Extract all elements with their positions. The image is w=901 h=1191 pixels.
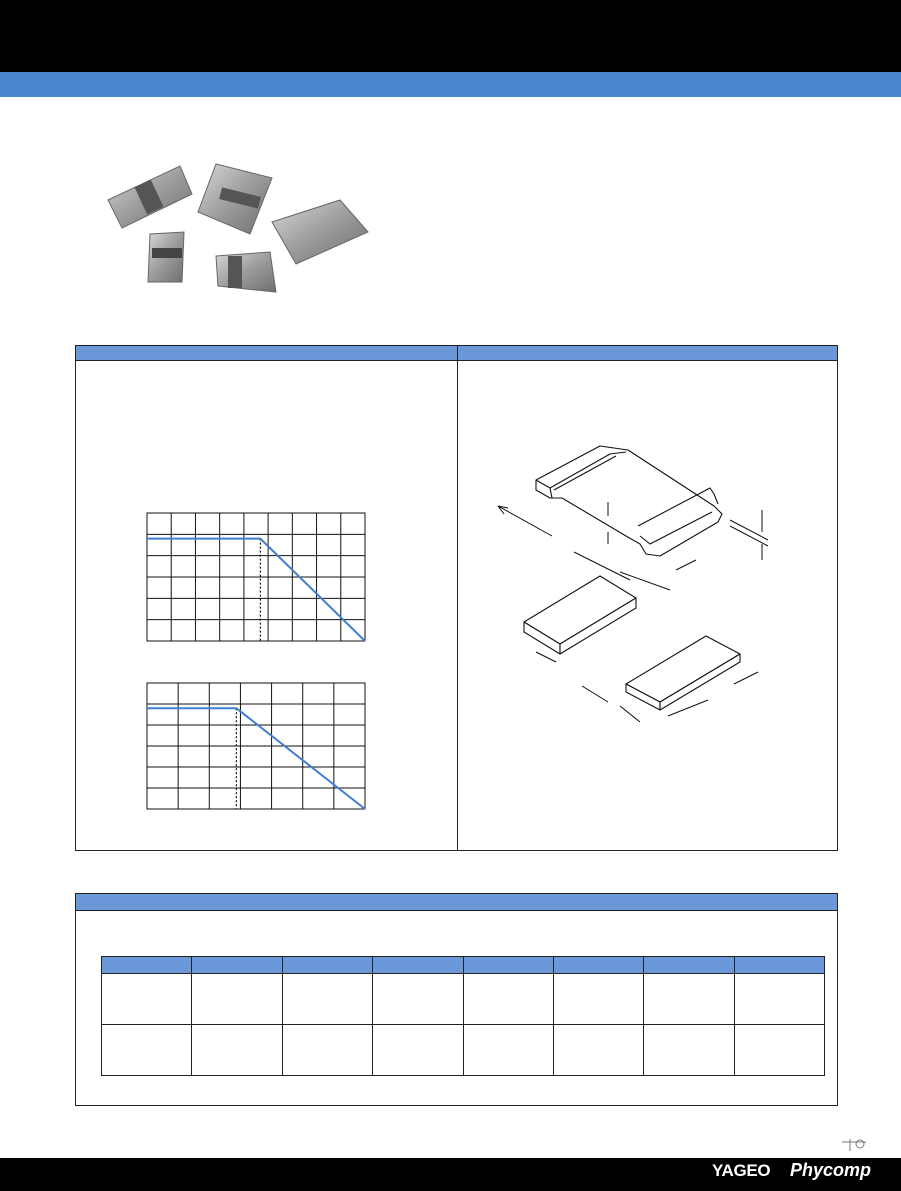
table-row: [102, 974, 825, 1025]
table-cell: [282, 974, 372, 1025]
table-header-cell: [734, 957, 824, 974]
compliance-mark-icon: [840, 1138, 868, 1152]
table-cell: [102, 974, 192, 1025]
resistor-chip-5: [216, 252, 276, 292]
table-header-cell: [102, 957, 192, 974]
dim-line-b: [676, 560, 696, 570]
dim-line-length: [498, 506, 552, 536]
table-cell: [463, 974, 553, 1025]
table-cell: [192, 974, 282, 1025]
dim-arrow-length: [498, 506, 508, 514]
table-cell: [282, 1025, 372, 1076]
derating-chart-2: [146, 682, 366, 810]
phycomp-logo: Phycomp: [790, 1160, 872, 1180]
table-cell: [553, 1025, 643, 1076]
dim-line-pad-right: [668, 700, 708, 716]
dim-line-pad-gap-1: [582, 686, 608, 702]
table-cell: [192, 1025, 282, 1076]
specification-table: [101, 956, 825, 1076]
table-cell: [734, 1025, 824, 1076]
top-header-bar: [0, 0, 901, 72]
table-cell: [373, 1025, 463, 1076]
table-header-row: [102, 957, 825, 974]
table-cell: [463, 1025, 553, 1076]
dim-line-pad-right-2: [734, 672, 758, 684]
resistor-photo: [100, 152, 380, 302]
panel-header-right: [458, 346, 837, 361]
table-header-cell: [644, 957, 734, 974]
panel-divider: [457, 346, 458, 850]
dim-line-pad-gap-2: [620, 706, 640, 722]
dimension-drawing: [490, 440, 790, 730]
dim-line-pad-left: [536, 652, 556, 662]
dim-line-width: [574, 552, 630, 580]
table-panel-header: [76, 894, 837, 911]
table-cell: [102, 1025, 192, 1076]
resistor-chip-4: [148, 232, 184, 282]
table-cell: [373, 974, 463, 1025]
table-header-cell: [282, 957, 372, 974]
table-header-cell: [463, 957, 553, 974]
resistor-chip-1: [108, 166, 192, 228]
derating-chart-1: [146, 512, 366, 642]
table-cell: [734, 974, 824, 1025]
table-header-cell: [373, 957, 463, 974]
table-cell: [644, 974, 734, 1025]
yageo-logo: YAGEO: [712, 1161, 771, 1180]
dim-line-a: [620, 572, 670, 590]
table-header-cell: [192, 957, 282, 974]
table-cell: [553, 974, 643, 1025]
resistor-chip-2: [198, 164, 272, 234]
chip-body: [536, 446, 722, 556]
resistor-chip-3: [272, 200, 368, 264]
panel-header-left: [76, 346, 457, 361]
table-header-cell: [553, 957, 643, 974]
table-row: [102, 1025, 825, 1076]
header-accent-bar: [0, 72, 901, 97]
table-cell: [644, 1025, 734, 1076]
